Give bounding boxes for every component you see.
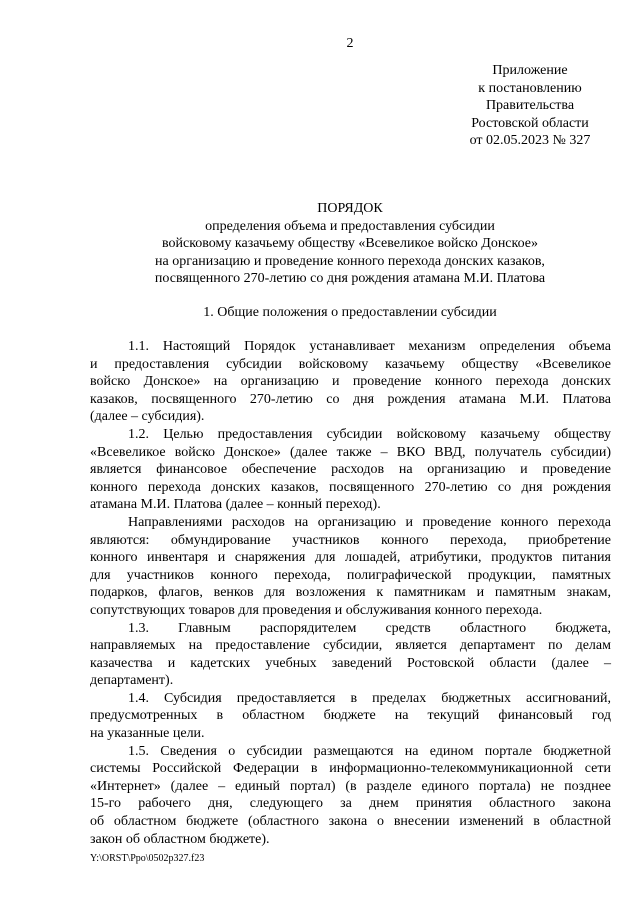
title-line: войсковому казачьему обществу «Всевеликое войско Донское»	[161, 236, 538, 251]
text-line: об областном бюджете (областного закона о внесении изменений в областной	[90, 814, 611, 830]
title-line: ПОРЯДОК	[317, 201, 383, 216]
text-line: и предоставления субсидии войсковому казачьему обществу «Всевеликое	[90, 356, 611, 372]
text-line: на указанные цели.	[90, 726, 205, 742]
text-line: 1.2. Целью предоставления субсидии войсковому казачьему обществу	[128, 426, 611, 442]
text-line: «Всевеликое войско Донское» (далее также – ВКО ВВД, получатель субсидии)	[90, 444, 611, 460]
text-line: конного перехода донских казаков, посвященного 270-летию со дня рождения	[90, 479, 611, 495]
text-line: департамент).	[90, 673, 174, 689]
text-line: 1.4. Субсидия предоставляется в пределах бюджетных ассигнований,	[128, 690, 611, 706]
text-line: «Интернет» (далее – единый портал) (в разделе единого портала) не позднее	[90, 778, 611, 794]
attachment-line: Приложение	[492, 63, 568, 78]
text-line: закон об областном бюджете).	[90, 831, 270, 847]
paragraph-1-2	[90, 426, 611, 514]
paragraph-1-1	[90, 338, 611, 426]
text-line: для участников конного перехода, полиграфической продукции, памятных	[90, 567, 611, 583]
attachment-line: Ростовской области	[471, 115, 589, 131]
paragraph-directions	[90, 514, 611, 620]
document-title	[30, 200, 640, 288]
text-line: (далее – субсидия).	[90, 409, 205, 425]
text-line: системы Российской Федерации в информационно-телекоммуникационной сети	[90, 761, 611, 777]
text-line: казачества и кадетских учебных заведений Ростовской области (далее –	[90, 655, 611, 671]
text-line: 1.1. Настоящий Порядок устанавливает механизм определения объема	[128, 339, 611, 354]
text-line: подарков, флагов, венков для возложения к памятникам и памятным знакам,	[90, 585, 611, 601]
paragraph-1-3	[90, 620, 611, 690]
attachment-block	[440, 62, 620, 150]
paragraph-1-5	[90, 743, 611, 849]
text-line: являются: обмундирование участников конного перехода, приобретение	[90, 532, 611, 548]
document-body	[90, 338, 611, 848]
title-line: определения объема и предоставления субсидии	[205, 218, 495, 234]
file-path-footer: Y:\ORST\Ppo\0502p327.f23	[90, 853, 205, 864]
text-line: 1.5. Сведения о субсидии размещаются на едином портале бюджетной	[128, 743, 611, 759]
text-line: предусмотренных в областном бюджете на текущий финансовый год	[90, 708, 611, 724]
text-line: направляемых на предоставление субсидии, является департамент по делам	[90, 638, 611, 654]
text-line: войско Донское» на организацию и проведение конного перехода донских	[90, 374, 611, 390]
paragraph-1-4	[90, 690, 611, 743]
text-line: 15-го рабочего дня, следующего за днем принятия областного закона	[90, 796, 611, 812]
page-number: 2	[346, 36, 354, 51]
title-line: на организацию и проведение конного перехода донских казаков,	[155, 253, 545, 269]
attachment-line: от 02.05.2023 № 327	[469, 133, 591, 148]
text-line: конного инвентаря и снаряжения для лошадей, атрибутики, продуктов питания	[90, 550, 611, 566]
attachment-line: к постановлению	[478, 80, 582, 96]
text-line: атамана М.И. Платова (далее – конный переход).	[90, 497, 381, 513]
text-line: Направлениями расходов на организацию и проведение конного перехода	[128, 514, 611, 530]
text-line: сопутствующих товаров для проведения и обслуживания конного перехода.	[90, 602, 543, 618]
section-heading: 1. Общие положения о предоставлении субсидии	[203, 305, 497, 320]
text-line: 1.3. Главным распорядителем средств областного бюджета,	[128, 620, 611, 636]
text-line: является финансовое обеспечение расходов на организацию и проведение	[90, 462, 611, 478]
text-line: казаков, посвященного 270-летию со дня рождения атамана М.И. Платова	[90, 391, 611, 407]
attachment-line: Правительства	[485, 98, 575, 113]
title-line: посвященного 270-летию со дня рождения атамана М.И. Платова	[154, 271, 546, 286]
